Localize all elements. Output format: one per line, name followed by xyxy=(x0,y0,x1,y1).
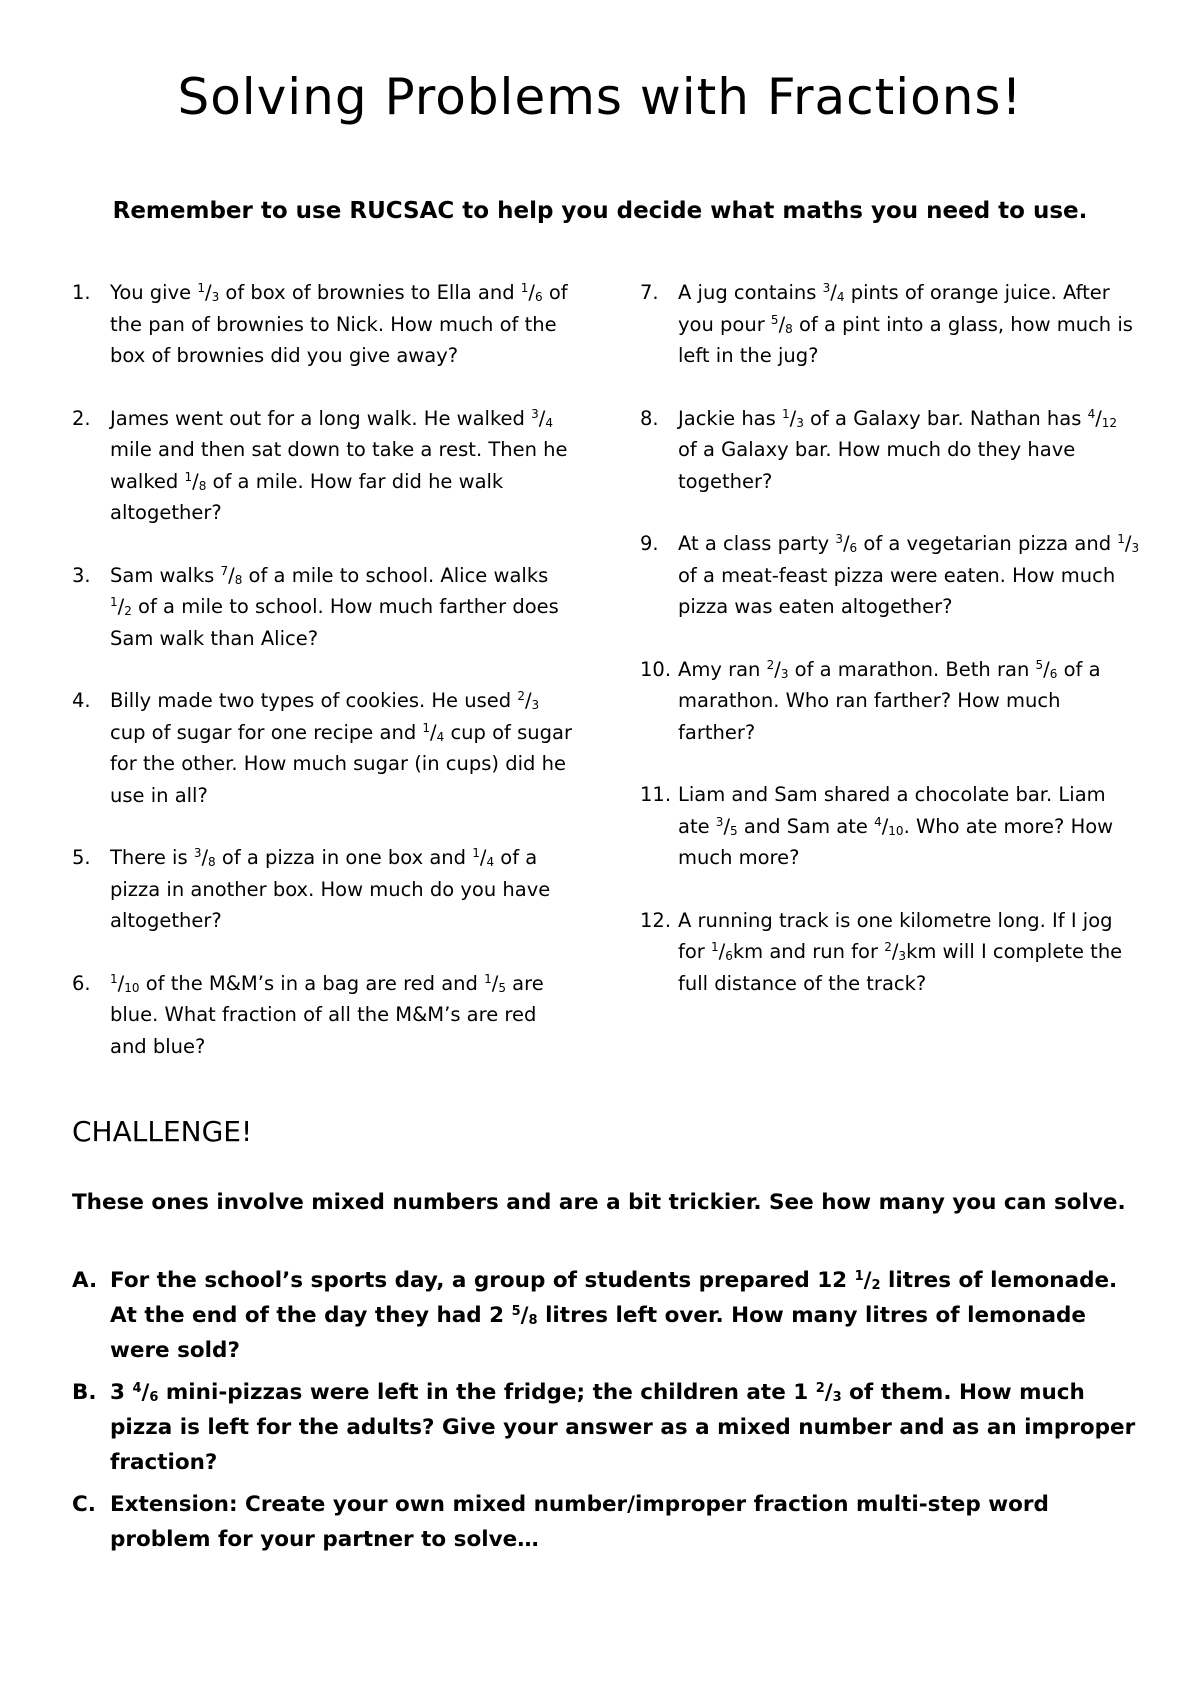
question-7: 7. A jug contains $^3/_4$ pints of orange juice. After you pour $^5/_8$ of a pint into a glass, how much is left in the jug? xyxy=(640,281,1133,367)
question-2: 2. James went out for a long walk. He walked $^3/_4$ mile and then sat down to take a rest. Then he walked $^1/_8$ of a mile. How far did he walk altogether? xyxy=(72,406,568,524)
questions-right-column xyxy=(640,277,1140,1030)
challenge-question-b: B. 3 $^4/_6$ mini-pizzas were left in the fridge; the children ate 1 $^2/_3$ of them. How much pizza is left for the adults? Give your answer as a mixed number and as an improper fraction? xyxy=(72,1380,1136,1475)
challenge-heading: CHALLENGE! xyxy=(72,1115,253,1148)
page-title: Solving Problems with Fractions! xyxy=(177,68,1023,126)
question-1: 1. You give $^1/_3$ of box of brownies to Ella and $^1/_6$ of the pan of brownies to Nick. How much of the box of brownies did you give away? xyxy=(72,281,568,367)
page-subtitle: Remember to use RUCSAC to help you decide what maths you need to use. xyxy=(112,198,1088,224)
challenge-intro: These ones involve mixed numbers and are a bit trickier. See how many you can solve. xyxy=(72,1190,1126,1215)
question-11: 11. Liam and Sam shared a chocolate bar. Liam ate $^3/_5$ and Sam ate $^4/_{10}$. Who ate more? How much more? xyxy=(640,783,1114,869)
question-12: 12. A running track is one kilometre long. If I jog for $^1/_6km$ and run for $^2/_3km$ will I complete the full distance of the track? xyxy=(640,908,1123,995)
question-5: 5. There is $^3/_8$ of a pizza in one box and $^1/_4$ of a pizza in another box. How much do you have altogether? xyxy=(72,846,551,932)
question-9: 9. At a class party $^3/_6$ of a vegetarian pizza and $^1/_3$ of a meat-feast pizza were eaten. How much pizza was eaten altogether? xyxy=(640,532,1140,618)
question-4: 4. Billy made two types of cookies. He used $^2/_3$ cup of sugar for one recipe and $^1/_4$ cup of sugar for the other. How much sugar (in cups) did he use in all? xyxy=(72,689,572,807)
challenge-question-a: A. For the school’s sports day, a group of students prepared 12 $^1/_2$ litres of lemonade. At the end of the day they had 2 $^5/_8$ litres left over. How many litres of lemonade were sold? xyxy=(72,1268,1118,1363)
question-3: 3. Sam walks $^7/_8$ of a mile to school. Alice walks $^1/_2$ of a mile to school. How much farther does Sam walk than Alice? xyxy=(72,563,559,650)
challenge-question-c: C. Extension: Create your own mixed number/improper fraction multi-step word problem for your partner to solve… xyxy=(72,1492,1049,1552)
question-8: 8. Jackie has $^1/_3$ of a Galaxy bar. Nathan has $^4/_{12}$ of a Galaxy bar. How much do they have together? xyxy=(640,406,1118,493)
question-6: 6. $^1/_{10}$ of the M&M’s in a bag are red and $^1/_5$ are blue. What fraction of all the M&M’s are red and blue? xyxy=(72,971,544,1058)
questions-left-column xyxy=(72,277,572,1093)
question-10: 10. Amy ran $^2/_3$ of a marathon. Beth ran $^5/_6$ of a marathon. Who ran farther? How much farther? xyxy=(640,657,1101,744)
